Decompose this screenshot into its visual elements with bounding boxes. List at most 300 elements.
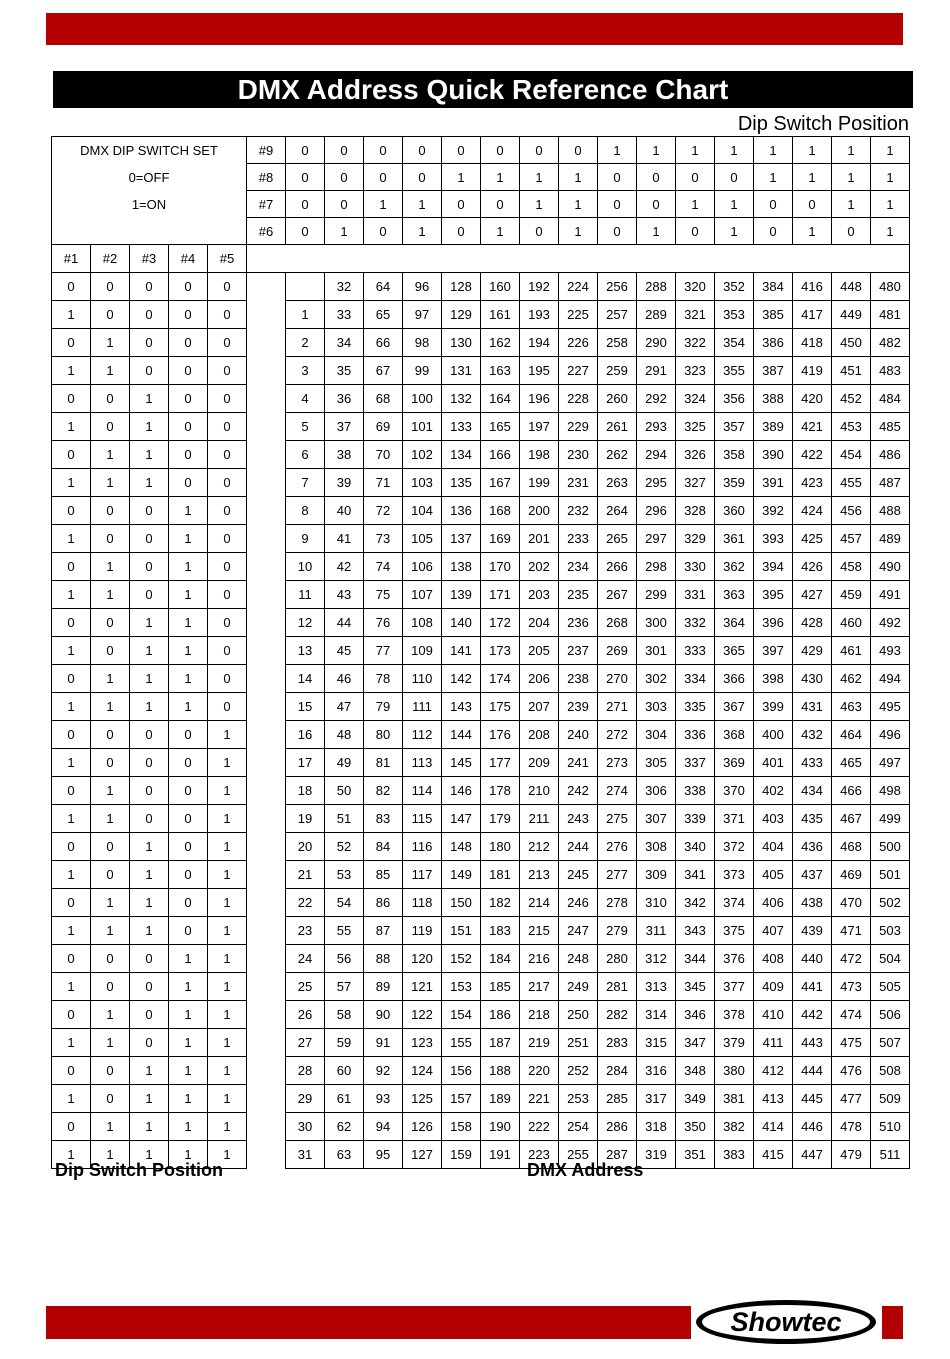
dmx-address-value: 266 [598,553,637,581]
dmx-address-value: 117 [403,861,442,889]
dmx-address-value: 73 [364,525,403,553]
dmx-address-value: 510 [871,1113,910,1141]
spacer-cell [247,1029,286,1057]
low-switch-value: 0 [91,609,130,637]
dmx-address-value: 153 [442,973,481,1001]
low-switch-value: 0 [130,273,169,301]
dmx-address-value: 52 [325,833,364,861]
low-switch-value: 1 [130,665,169,693]
table-row [52,1001,910,1029]
high-switch-value: 0 [325,164,364,191]
high-switch-value: 0 [286,218,325,245]
dmx-address-value: 104 [403,497,442,525]
dmx-address-value: 275 [598,805,637,833]
high-switch-value: 1 [832,137,871,164]
dmx-address-value: 486 [871,441,910,469]
low-switch-value: 0 [130,973,169,1001]
low-switch-value: 0 [169,805,208,833]
dmx-address-value: 253 [559,1085,598,1113]
dmx-address-value: 44 [325,609,364,637]
low-switch-value: 0 [130,749,169,777]
dmx-address-value: 301 [637,637,676,665]
dmx-address-value: 251 [559,1029,598,1057]
dmx-address-value: 419 [793,357,832,385]
low-switch-header: #3 [130,245,169,273]
dmx-address-value: 399 [754,693,793,721]
low-switch-value: 0 [130,1029,169,1057]
dmx-address-value: 330 [676,553,715,581]
dmx-address-value: 45 [325,637,364,665]
low-switch-value: 0 [208,665,247,693]
dmx-address-value: 5 [286,413,325,441]
low-switch-value: 1 [91,1113,130,1141]
dmx-address-value: 128 [442,273,481,301]
dmx-address-value: 130 [442,329,481,357]
dmx-address-value: 195 [520,357,559,385]
high-switch-row [52,164,910,191]
dmx-address-value: 32 [325,273,364,301]
dmx-address-value: 408 [754,945,793,973]
spacer-cell [247,917,286,945]
dmx-address-value: 404 [754,833,793,861]
dmx-address-value: 160 [481,273,520,301]
low-switch-value: 1 [52,637,91,665]
dmx-address-value: 508 [871,1057,910,1085]
high-switch-row [52,191,910,218]
dmx-address-value: 500 [871,833,910,861]
dmx-address-value: 431 [793,693,832,721]
spacer-cell [247,525,286,553]
low-switch-value: 1 [208,805,247,833]
dmx-address-value: 75 [364,581,403,609]
dmx-address-value: 342 [676,889,715,917]
low-switch-value: 0 [208,273,247,301]
dmx-address-value: 333 [676,637,715,665]
dmx-address-value: 70 [364,441,403,469]
low-switch-value: 1 [169,945,208,973]
high-switch-value: 1 [871,164,910,191]
low-switch-value: 0 [130,945,169,973]
dmx-address-value: 214 [520,889,559,917]
dmx-address-value: 99 [403,357,442,385]
low-switch-value: 1 [52,805,91,833]
high-switch-value: 0 [520,218,559,245]
dip-switch-position-top-label: Dip Switch Position [737,113,909,135]
dmx-address-value: 489 [871,525,910,553]
high-switch-value: 0 [754,218,793,245]
table-row [52,497,910,525]
low-switch-value: 0 [208,581,247,609]
dmx-address-value: 90 [364,1001,403,1029]
dmx-address-value: 456 [832,497,871,525]
low-switch-value: 1 [130,441,169,469]
dmx-address-value: 190 [481,1113,520,1141]
high-switch-value: 1 [754,137,793,164]
dmx-address-value: 373 [715,861,754,889]
dmx-address-value: 201 [520,525,559,553]
dmx-address-value: 43 [325,581,364,609]
low-switch-header: #2 [91,245,130,273]
dmx-address-value: 334 [676,665,715,693]
dmx-address-value: 144 [442,721,481,749]
dmx-address-value: 344 [676,945,715,973]
high-switch-value: 0 [754,191,793,218]
page-title: DMX Address Quick Reference Chart [53,71,913,108]
dmx-address-value: 154 [442,1001,481,1029]
dmx-address-value: 311 [637,917,676,945]
dmx-address-value: 55 [325,917,364,945]
dmx-address-value: 97 [403,301,442,329]
low-switch-value: 1 [91,805,130,833]
dmx-address-value: 323 [676,357,715,385]
table-row [52,945,910,973]
dmx-address-value: 71 [364,469,403,497]
dmx-address-value: 172 [481,609,520,637]
low-switch-value: 0 [208,329,247,357]
dmx-address-value: 78 [364,665,403,693]
dmx-address-value: 101 [403,413,442,441]
dmx-address-value: 235 [559,581,598,609]
table-row [52,553,910,581]
high-switch-value: 1 [871,137,910,164]
dmx-address-value: 200 [520,497,559,525]
dmx-address-value: 468 [832,833,871,861]
dmx-address-value: 21 [286,861,325,889]
dmx-address-value: 307 [637,805,676,833]
high-switch-value: 1 [754,164,793,191]
high-switch-value: 0 [598,191,637,218]
low-switch-value: 1 [208,1029,247,1057]
dmx-address-value: 242 [559,777,598,805]
low-switch-header-row [52,245,910,273]
dmx-address-value: 245 [559,861,598,889]
dmx-address-value: 143 [442,693,481,721]
high-switch-value: 0 [793,191,832,218]
dmx-address-value: 260 [598,385,637,413]
top-red-band [46,13,903,45]
low-switch-value: 0 [91,1057,130,1085]
low-switch-value: 0 [52,329,91,357]
dmx-address-value: 15 [286,693,325,721]
high-switch-value: 0 [520,137,559,164]
dmx-address-value: 285 [598,1085,637,1113]
dmx-address-value: 226 [559,329,598,357]
dmx-address-value: 61 [325,1085,364,1113]
dmx-address-value: 318 [637,1113,676,1141]
dmx-address-value: 374 [715,889,754,917]
dmx-address-value: 159 [442,1141,481,1169]
dmx-address-value: 173 [481,637,520,665]
dmx-address-value: 387 [754,357,793,385]
dmx-address-value: 361 [715,525,754,553]
dmx-address-value: 384 [754,273,793,301]
dmx-address-value: 80 [364,721,403,749]
low-switch-value: 1 [91,553,130,581]
dmx-address-value: 360 [715,497,754,525]
low-switch-value: 0 [130,553,169,581]
dmx-address-value: 426 [793,553,832,581]
dmx-address-value: 46 [325,665,364,693]
low-switch-value: 0 [208,469,247,497]
dmx-address-value: 165 [481,413,520,441]
low-switch-value: 0 [169,385,208,413]
dmx-address-value: 197 [520,413,559,441]
showtec-logo-text: Showtec [730,1307,842,1337]
dmx-address-value: 69 [364,413,403,441]
table-row [52,385,910,413]
low-switch-value: 0 [52,1113,91,1141]
dmx-address-value: 94 [364,1113,403,1141]
spacer-cell [247,1085,286,1113]
low-switch-value: 1 [52,1085,91,1113]
dmx-address-value: 233 [559,525,598,553]
dmx-address-value: 416 [793,273,832,301]
low-switch-value: 0 [208,497,247,525]
dmx-address-value: 372 [715,833,754,861]
dmx-address-value: 56 [325,945,364,973]
table-row [52,805,910,833]
dmx-address-value: 255 [559,1141,598,1169]
low-switch-value: 0 [130,1001,169,1029]
high-switch-value: 1 [676,191,715,218]
dmx-address-value: 312 [637,945,676,973]
low-switch-value: 0 [208,525,247,553]
dmx-address-value: 388 [754,385,793,413]
dmx-address-value: 162 [481,329,520,357]
dmx-address-value: 93 [364,1085,403,1113]
low-switch-value: 0 [169,357,208,385]
dmx-address-value: 141 [442,637,481,665]
dmx-address-value: 368 [715,721,754,749]
dmx-address-value: 148 [442,833,481,861]
dmx-address-value: 482 [871,329,910,357]
low-switch-value: 1 [52,413,91,441]
dmx-address-value: 282 [598,1001,637,1029]
low-switch-value: 0 [91,861,130,889]
dmx-address-value: 211 [520,805,559,833]
dmx-address-value: 389 [754,413,793,441]
dmx-address-value: 462 [832,665,871,693]
table-row [52,1029,910,1057]
dmx-address-value: 375 [715,917,754,945]
high-switch-value: 0 [364,137,403,164]
spacer-cell [247,805,286,833]
dmx-address-value: 98 [403,329,442,357]
dmx-address-value: 351 [676,1141,715,1169]
low-switch-value: 1 [52,469,91,497]
low-switch-value: 0 [208,413,247,441]
table-row [52,441,910,469]
dmx-address-value: 185 [481,973,520,1001]
dmx-address-value: 339 [676,805,715,833]
low-switch-value: 1 [208,749,247,777]
dmx-address-value: 364 [715,609,754,637]
dmx-address-value: 246 [559,889,598,917]
dmx-address-value: 264 [598,497,637,525]
dmx-address-value: 192 [520,273,559,301]
dmx-address-value: 354 [715,329,754,357]
high-switch-value: 0 [325,191,364,218]
dmx-address-value: 17 [286,749,325,777]
low-switch-value: 1 [208,1141,247,1169]
low-switch-value: 1 [91,469,130,497]
table-row [52,861,910,889]
high-switch-value: 0 [364,218,403,245]
dmx-address-value: 492 [871,609,910,637]
low-switch-value: 0 [208,385,247,413]
table-row [52,301,910,329]
table-row [52,889,910,917]
low-switch-value: 0 [208,609,247,637]
dmx-address-value: 411 [754,1029,793,1057]
dmx-address-value: 453 [832,413,871,441]
dmx-address-value: 66 [364,329,403,357]
low-switch-value: 0 [52,385,91,413]
spacer-cell [247,637,286,665]
dmx-address-value: 413 [754,1085,793,1113]
dmx-address-value: 25 [286,973,325,1001]
dmx-address-value: 379 [715,1029,754,1057]
dmx-address-value: 89 [364,973,403,1001]
dmx-address-value: 324 [676,385,715,413]
dmx-address-value: 9 [286,525,325,553]
dmx-address-value: 454 [832,441,871,469]
dmx-address-value: 479 [832,1141,871,1169]
dmx-address-value: 405 [754,861,793,889]
high-switch-row [52,137,910,164]
low-switch-value: 1 [169,553,208,581]
dmx-address-value: 205 [520,637,559,665]
dmx-address-value: 276 [598,833,637,861]
dmx-address-value: 286 [598,1113,637,1141]
spacer-cell [247,581,286,609]
dmx-address-value: 336 [676,721,715,749]
low-switch-value: 1 [91,889,130,917]
dmx-address-value: 459 [832,581,871,609]
spacer-cell [247,1141,286,1169]
dmx-address-value: 219 [520,1029,559,1057]
dmx-address-value: 152 [442,945,481,973]
low-switch-value: 1 [208,917,247,945]
dmx-address-value: 271 [598,693,637,721]
dmx-address-value: 377 [715,973,754,1001]
dmx-address-value: 174 [481,665,520,693]
dmx-address-value: 438 [793,889,832,917]
showtec-logo [694,1298,878,1346]
dmx-address-value: 402 [754,777,793,805]
dmx-address-value: 509 [871,1085,910,1113]
dmx-address-value: 131 [442,357,481,385]
high-switch-value: 0 [442,218,481,245]
dmx-address-value: 422 [793,441,832,469]
dmx-address-value: 95 [364,1141,403,1169]
dmx-address-value: 124 [403,1057,442,1085]
dmx-address-value: 371 [715,805,754,833]
low-switch-value: 1 [169,1001,208,1029]
dmx-address-value: 485 [871,413,910,441]
high-switch-value: 1 [715,137,754,164]
dmx-address-value: 142 [442,665,481,693]
dmx-address-value: 206 [520,665,559,693]
dmx-address-value: 137 [442,525,481,553]
dmx-address-value: 490 [871,553,910,581]
dmx-address-value: 111 [403,693,442,721]
low-switch-value: 1 [91,665,130,693]
dmx-address-value: 326 [676,441,715,469]
low-switch-value: 0 [91,385,130,413]
low-switch-value: 1 [208,889,247,917]
low-switch-value: 0 [130,721,169,749]
high-switch-row [52,218,910,245]
dmx-address-value: 118 [403,889,442,917]
dmx-address-value: 191 [481,1141,520,1169]
dmx-address-value: 335 [676,693,715,721]
dmx-address-value: 254 [559,1113,598,1141]
high-switch-label: #6 [247,218,286,245]
table-row [52,357,910,385]
low-switch-value: 0 [52,273,91,301]
dmx-address-value: 446 [793,1113,832,1141]
high-switch-value: 1 [403,191,442,218]
dmx-address-value: 463 [832,693,871,721]
dmx-address-value: 483 [871,357,910,385]
dmx-address-value: 100 [403,385,442,413]
dmx-address-value: 478 [832,1113,871,1141]
low-switch-value: 0 [169,833,208,861]
dmx-address-value: 67 [364,357,403,385]
low-switch-value: 1 [91,1029,130,1057]
dmx-address-value: 467 [832,805,871,833]
table-row [52,1057,910,1085]
dmx-address-value: 48 [325,721,364,749]
dmx-address-value: 92 [364,1057,403,1085]
dmx-address-value: 217 [520,973,559,1001]
dmx-address-value: 30 [286,1113,325,1141]
dmx-address-value: 121 [403,973,442,1001]
dmx-address-value: 506 [871,1001,910,1029]
dmx-address-value: 59 [325,1029,364,1057]
dmx-address-value: 146 [442,777,481,805]
dmx-address-value: 259 [598,357,637,385]
low-switch-value: 1 [130,861,169,889]
dmx-address-value: 125 [403,1085,442,1113]
dmx-address-value: 240 [559,721,598,749]
dmx-address-value: 212 [520,833,559,861]
low-switch-value: 1 [91,441,130,469]
spacer-cell [247,441,286,469]
low-switch-value: 0 [169,441,208,469]
low-switch-value: 1 [52,749,91,777]
dmx-address-value: 36 [325,385,364,413]
dmx-address-value: 27 [286,1029,325,1057]
dmx-address-value: 122 [403,1001,442,1029]
dmx-address-value: 51 [325,805,364,833]
dmx-address-value: 196 [520,385,559,413]
dmx-address-value: 11 [286,581,325,609]
low-switch-value: 1 [91,1141,130,1169]
dmx-address-value: 216 [520,945,559,973]
dmx-address-value: 187 [481,1029,520,1057]
low-switch-value: 1 [52,917,91,945]
dmx-address-value: 299 [637,581,676,609]
dmx-address-value: 304 [637,721,676,749]
low-switch-value: 0 [91,413,130,441]
low-switch-value: 0 [130,357,169,385]
dmx-address-value: 424 [793,497,832,525]
high-switch-value: 1 [871,191,910,218]
low-switch-value: 0 [208,693,247,721]
dmx-address-value: 213 [520,861,559,889]
